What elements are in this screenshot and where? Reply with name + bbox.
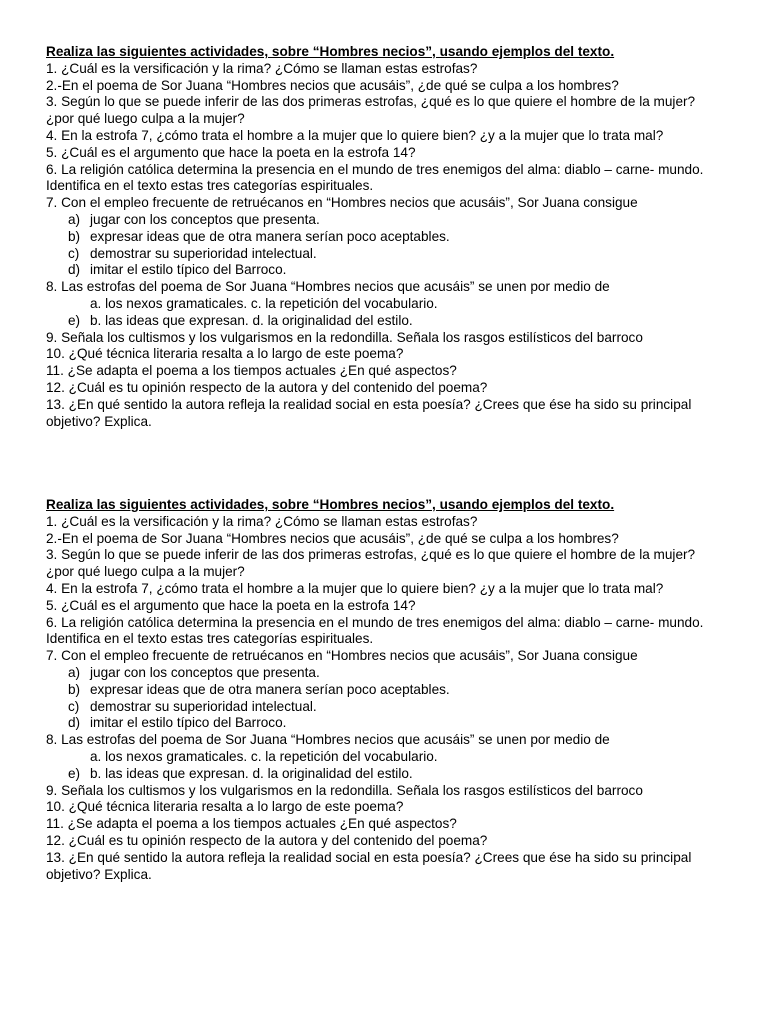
question-7-option-d <box>46 262 726 279</box>
option-marker <box>68 296 90 313</box>
question-8: 8. Las estrofas del poema de Sor Juana “Hombres necios que acusáis” se unen por medio de <box>46 279 610 295</box>
question-2: 2.-En el poema de Sor Juana “Hombres necios que acusáis”, ¿de qué se culpa a los hombres? <box>46 530 619 546</box>
option-text: jugar con los conceptos que presenta. <box>90 664 320 680</box>
question-13: 13. ¿En qué sentido la autora refleja la realidad social en esta poesía? ¿Crees que ése ha sido su principal objetivo? Explica. <box>46 849 692 882</box>
question-7-option-a <box>46 665 726 682</box>
question-13: 13. ¿En qué sentido la autora refleja la realidad social en esta poesía? ¿Crees que ése ha sido su principal objetivo? Explica. <box>46 396 692 429</box>
option-marker: d) <box>68 715 81 731</box>
option-marker: a) <box>68 664 81 680</box>
option-text: expresar ideas que de otra manera serían poco aceptables. <box>90 681 450 697</box>
question-5: 5. ¿Cuál es el argumento que hace la poeta en la estrofa 14? <box>46 597 416 613</box>
question-7-option-d <box>46 715 726 732</box>
option-marker: e) <box>68 312 81 328</box>
question-7-option-c <box>46 246 726 263</box>
option-text: demostrar su superioridad intelectual. <box>90 698 317 714</box>
question-7-option-c <box>46 699 726 716</box>
option-text: jugar con los conceptos que presenta. <box>90 211 320 227</box>
section-heading: Realiza las siguientes actividades, sobre “Hombres necios”, usando ejemplos del texto. <box>46 44 615 59</box>
option-marker: e) <box>68 765 81 781</box>
question-10: 10. ¿Qué técnica literaria resalta a lo largo de este poema? <box>46 346 404 362</box>
option-text: b. las ideas que expresan. d. la originalidad del estilo. <box>90 765 413 781</box>
option-text: demostrar su superioridad intelectual. <box>90 245 317 261</box>
option-marker: a) <box>68 211 81 227</box>
question-9: 9. Señala los cultismos y los vulgarismos en la redondilla. Señala los rasgos estilísticos del barroco <box>46 782 643 798</box>
question-7-option-a <box>46 212 726 229</box>
question-8: 8. Las estrofas del poema de Sor Juana “Hombres necios que acusáis” se unen por medio de <box>46 732 610 748</box>
question-4: 4. En la estrofa 7, ¿cómo trata el hombre a la mujer que lo quiere bien? ¿y a la mujer que lo trata mal? <box>46 580 664 596</box>
question-2: 2.-En el poema de Sor Juana “Hombres necios que acusáis”, ¿de qué se culpa a los hombres? <box>46 77 619 93</box>
question-3: 3. Según lo que se puede inferir de las dos primeras estrofas, ¿qué es lo que quiere el hombre de la mujer? ¿por qué luego culpa a la mujer? <box>46 94 696 127</box>
question-10: 10. ¿Qué técnica literaria resalta a lo largo de este poema? <box>46 799 404 815</box>
option-text: a. los nexos gramaticales. c. la repetición del vocabulario. <box>90 295 438 311</box>
option-marker: d) <box>68 262 81 278</box>
option-text: expresar ideas que de otra manera serían poco aceptables. <box>90 228 450 244</box>
section-heading: Realiza las siguientes actividades, sobre “Hombres necios”, usando ejemplos del texto. <box>46 497 615 512</box>
question-7: 7. Con el empleo frecuente de retruécanos en “Hombres necios que acusáis”, Sor Juana consigue <box>46 195 638 211</box>
question-7-option-b <box>46 682 726 699</box>
question-8-option-2 <box>46 766 726 783</box>
question-3: 3. Según lo que se puede inferir de las dos primeras estrofas, ¿qué es lo que quiere el hombre de la mujer? ¿por qué luego culpa a la mujer? <box>46 547 696 580</box>
question-11: 11. ¿Se adapta el poema a los tiempos actuales ¿En qué aspectos? <box>46 363 457 379</box>
question-12: 12. ¿Cuál es tu opinión respecto de la autora y del contenido del poema? <box>46 832 488 848</box>
question-7-option-b <box>46 229 726 246</box>
activity-section-2 <box>46 497 726 883</box>
question-8-option-1 <box>46 296 726 313</box>
option-text: imitar el estilo típico del Barroco. <box>90 262 287 278</box>
question-5: 5. ¿Cuál es el argumento que hace la poeta en la estrofa 14? <box>46 144 416 160</box>
question-8-option-2 <box>46 313 726 330</box>
question-6: 6. La religión católica determina la presencia en el mundo de tres enemigos del alma: diablo – carne- mundo. Identifica en el texto estas tres categorías espirituales. <box>46 614 704 647</box>
question-1: 1. ¿Cuál es la versificación y la rima? ¿Cómo se llaman estas estrofas? <box>46 513 478 529</box>
option-text: imitar el estilo típico del Barroco. <box>90 715 287 731</box>
activity-section-1 <box>46 44 726 430</box>
option-marker <box>68 749 90 766</box>
option-marker: c) <box>68 698 80 714</box>
option-marker: c) <box>68 245 80 261</box>
question-7: 7. Con el empleo frecuente de retruécanos en “Hombres necios que acusáis”, Sor Juana consigue <box>46 648 638 664</box>
question-1: 1. ¿Cuál es la versificación y la rima? ¿Cómo se llaman estas estrofas? <box>46 60 478 76</box>
question-9: 9. Señala los cultismos y los vulgarismos en la redondilla. Señala los rasgos estilísticos del barroco <box>46 329 643 345</box>
question-12: 12. ¿Cuál es tu opinión respecto de la autora y del contenido del poema? <box>46 379 488 395</box>
option-marker: b) <box>68 228 81 244</box>
question-4: 4. En la estrofa 7, ¿cómo trata el hombre a la mujer que lo quiere bien? ¿y a la mujer que lo trata mal? <box>46 127 664 143</box>
option-text: a. los nexos gramaticales. c. la repetición del vocabulario. <box>90 748 438 764</box>
question-8-option-1 <box>46 749 726 766</box>
question-11: 11. ¿Se adapta el poema a los tiempos actuales ¿En qué aspectos? <box>46 816 457 832</box>
question-6: 6. La religión católica determina la presencia en el mundo de tres enemigos del alma: diablo – carne- mundo. Identifica en el texto estas tres categorías espirituales. <box>46 161 704 194</box>
option-marker: b) <box>68 681 81 697</box>
option-text: b. las ideas que expresan. d. la originalidad del estilo. <box>90 312 413 328</box>
